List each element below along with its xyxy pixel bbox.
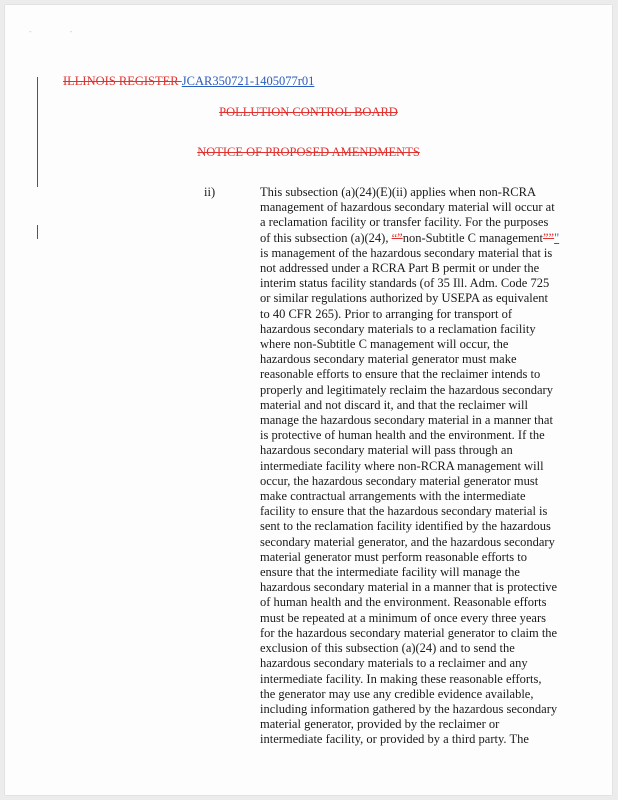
body-line: to 40 CFR 265). Prior to arranging for transport of — [260, 306, 513, 321]
body-line-with-edits — [260, 230, 560, 246]
jcar-code: JCAR350721-1405077r01 — [181, 74, 315, 88]
body-line: intermediate facility where non-RCRA management will — [260, 458, 544, 473]
line-text: of this subsection (a)(24), — [260, 230, 392, 245]
body-line: of human health and the environment. Reasonable efforts — [260, 595, 547, 610]
board-title-struck: POLLUTION CONTROL BOARD — [219, 105, 398, 119]
body-line: hazardous secondary material in a manner that is protective — [260, 580, 558, 595]
body-line: reasonable efforts to ensure that the reclaimer intends to — [260, 367, 541, 382]
body-line: secondary material generator, and the hazardous secondary — [260, 534, 555, 549]
subsection-body — [260, 185, 560, 748]
body-line: not addressed under a RCRA Part B permit or under the — [260, 261, 540, 276]
register-header — [63, 74, 314, 89]
body-line: hazardous secondary material generator must make — [260, 352, 517, 367]
body-line: properly and legitimately reclaim the hazardous secondary — [260, 382, 553, 397]
body-line: material generator must perform reasonable efforts to — [260, 549, 528, 564]
body-line: is protective of human health and the environment. If the — [260, 428, 545, 443]
struck-quote: ”” — [542, 230, 555, 245]
body-line: management of hazardous secondary material will occur at — [260, 200, 555, 215]
body-line: material generator, provided by the reclaimer or — [260, 717, 500, 732]
body-line: must be repeated at a minimum of once every three years — [260, 610, 546, 625]
body-line: including information gathered by the hazardous secondary — [260, 701, 558, 716]
body-line: for the hazardous secondary material generator to claim the — [260, 625, 558, 640]
body-line: hazardous secondary materials to a reclamation facility — [260, 321, 536, 336]
body-line: make contractual arrangements with the intermediate — [260, 489, 526, 504]
body-line: hazardous secondary material will pass through an — [260, 443, 513, 458]
change-bar — [37, 225, 38, 239]
notice-title-struck: NOTICE OF PROPOSED AMENDMENTS — [197, 145, 420, 159]
body-line: material and not discard it, and that the reclaimer will — [260, 397, 528, 412]
body-line: a reclamation facility or transfer facility. For the purposes — [260, 215, 549, 230]
body-line: exclusion of this subsection (a)(24) and to send the — [260, 641, 515, 656]
body-line: This subsection (a)(24)(E)(ii) applies when non-RCRA — [260, 185, 536, 199]
struck-quote: “” — [391, 230, 403, 245]
body-line: where non-Subtitle C management will occur, the — [260, 337, 509, 352]
body-line: manage the hazardous secondary material in a manner that — [260, 413, 553, 428]
body-line: or similar regulations authorized by USEPA as equivalent — [260, 291, 549, 306]
body-line: the generator may use any credible evidence available, — [260, 686, 534, 701]
body-line: ensure that the intermediate facility will manage the — [260, 565, 520, 580]
body-line: facility to ensure that the hazardous secondary material is — [260, 504, 548, 519]
body-line: sent to the reclamation facility identified by the hazardous — [260, 519, 551, 534]
document-page — [5, 5, 612, 795]
change-bar — [37, 77, 38, 187]
line-text: non-Subtitle C management — [402, 230, 543, 245]
subsection-label: ii) — [204, 185, 216, 199]
body-line: intermediate facility, or provided by a third party. The — [260, 732, 529, 747]
body-line: interim status facility standards (of 35 Ill. Adm. Code 725 — [260, 276, 550, 291]
body-line: intermediate facility. In making these reasonable efforts, — [260, 671, 542, 686]
body-line: is management of the hazardous secondary material that is — [260, 245, 553, 260]
body-line: occur, the hazardous secondary material generator must — [260, 473, 539, 488]
scan-marks: - - — [29, 27, 91, 36]
body-line: hazardous secondary materials to a reclaimer and any — [260, 656, 528, 671]
inserted-quote: " — [554, 230, 560, 245]
register-title-struck: ILLINOIS REGISTER — [63, 74, 182, 88]
